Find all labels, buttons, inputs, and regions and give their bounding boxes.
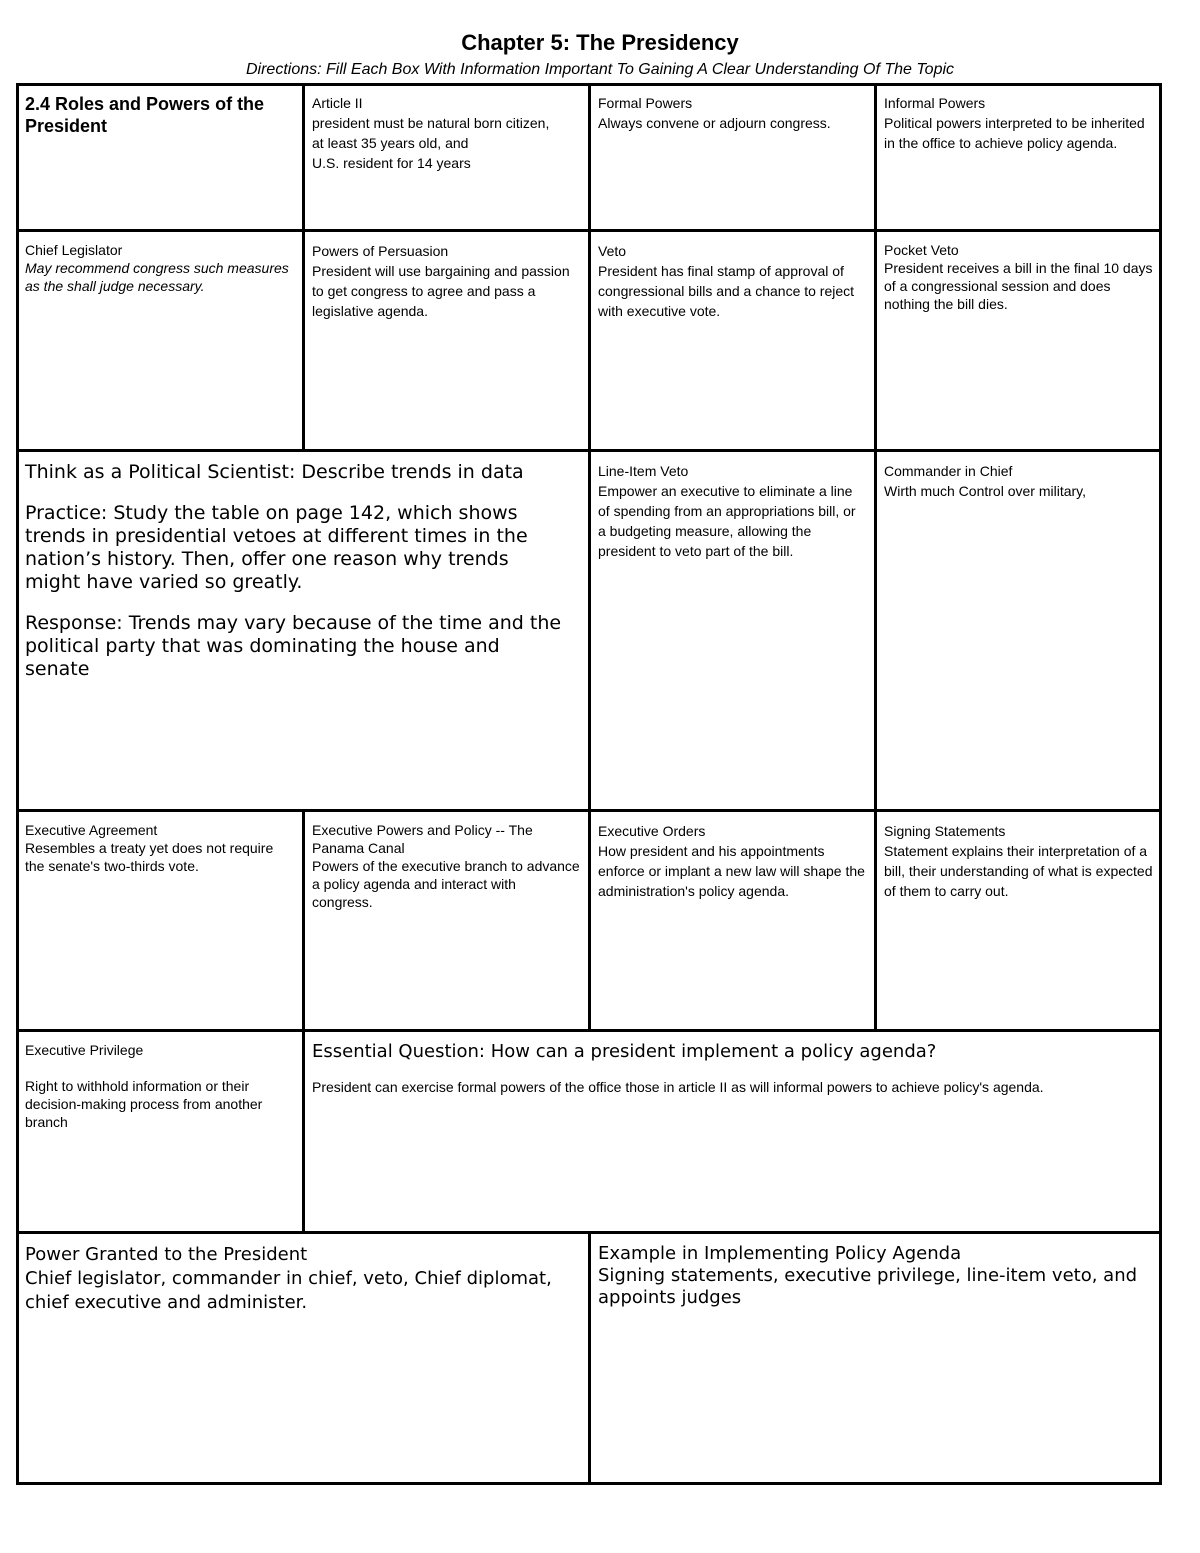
cell-body: Right to withhold information or their decision-making process from another branch — [25, 1078, 263, 1130]
cell-heading: Example in Implementing Policy Agenda — [598, 1243, 962, 1264]
cell-body: Powers of the executive branch to advance a policy agenda and interact with congress. — [312, 858, 580, 910]
cell-heading: Article II — [312, 95, 363, 111]
cell-roles-title — [16, 83, 303, 231]
cell-heading: Executive Powers and Policy -- The Panama Canal — [312, 822, 533, 856]
practice-text: Practice: Study the table on page 142, which shows trends in presidential vetoes at different times in the nation’s history. Then, offer one reason why trends might have varied so greatly. — [25, 502, 528, 593]
cell-executive-privilege — [16, 1031, 303, 1233]
cell-pocket-veto — [875, 231, 1162, 451]
grid-line — [874, 83, 877, 1031]
cell-body: Resembles a treaty yet does not require the senate's two-thirds vote. — [25, 840, 274, 874]
cell-line: at least 35 years old, and — [312, 135, 469, 151]
cell-executive-orders — [589, 811, 875, 1031]
page-title: Chapter 5: The Presidency — [461, 30, 739, 55]
cell-body: Political powers interpreted to be inherited in the office to achieve policy agenda. — [884, 115, 1145, 151]
cell-heading: Formal Powers — [598, 95, 693, 111]
cell-body: Statement explains their interpretation of a bill, their understanding of what is expected of them to carry out. — [884, 843, 1153, 899]
cell-power-granted — [16, 1233, 589, 1485]
grid-line — [302, 811, 305, 1233]
cell-line-item-veto — [589, 451, 875, 811]
cell-heading: Powers of Persuasion — [312, 243, 449, 259]
cell-heading: Chief Legislator — [25, 242, 123, 258]
cell-heading: Essential Question: How can a president implement a policy agenda? — [312, 1041, 937, 1062]
cell-executive-powers-policy — [303, 811, 589, 1031]
cell-heading: Executive Privilege — [25, 1042, 144, 1058]
directions-text: Directions: Fill Each Box With Information Important To Gaining A Clear Understanding Of The Topic — [245, 61, 955, 78]
cell-line: U.S. resident for 14 years — [312, 155, 471, 171]
cell-chief-legislator — [16, 231, 303, 451]
cell-body: May recommend congress such measures as the shall judge necessary. — [25, 260, 289, 294]
grid-line — [302, 83, 305, 451]
cell-body: How president and his appointments enforce or implant a new law will shape the administration's policy agenda. — [598, 843, 865, 899]
cell-example-policy — [589, 1233, 1162, 1485]
cell-heading: Informal Powers — [884, 95, 986, 111]
grid-line — [16, 83, 19, 1485]
cell-body: President receives a bill in the final 10 days of a congressional session and does nothing the bill dies. — [884, 260, 1153, 312]
cell-body: President can exercise formal powers of the office those in article II as will informal powers to achieve policy's agenda. — [312, 1079, 1044, 1095]
cell-line: president must be natural born citizen, — [312, 115, 550, 131]
grid-line — [588, 1233, 591, 1485]
cell-body: Wirth much Control over military, — [884, 483, 1087, 499]
cell-body: Empower an executive to eliminate a line of spending from an appropriations bill, or a budgeting measure, allowing the president to veto part of the bill. — [598, 483, 856, 559]
cell-body: Signing statements, executive privilege, line-item veto, and appoints judges — [598, 1265, 1138, 1308]
spacer — [25, 1059, 294, 1077]
cell-informal-powers — [875, 83, 1162, 231]
response-text: Response: Trends may vary because of the time and the political party that was dominating the house and senate — [25, 612, 562, 680]
grid-line — [588, 83, 591, 1031]
cell-heading: Pocket Veto — [884, 242, 959, 258]
cell-heading: Commander in Chief — [884, 463, 1013, 479]
cell-article-ii — [303, 83, 589, 231]
cell-heading: Power Granted to the President — [25, 1244, 308, 1265]
cell-formal-powers — [589, 83, 875, 231]
cell-heading: Executive Agreement — [25, 822, 158, 838]
cell-heading: Executive Orders — [598, 823, 706, 839]
cell-body: Always convene or adjourn congress. — [598, 115, 831, 131]
cell-powers-of-persuasion — [303, 231, 589, 451]
cell-body: President has final stamp of approval of congressional bills and a chance to reject with executive vote. — [598, 263, 855, 319]
cell-signing-statements — [875, 811, 1162, 1031]
cell-essential-question — [303, 1031, 1162, 1233]
cell-veto — [589, 231, 875, 451]
section-title: 2.4 Roles and Powers of the President — [25, 94, 265, 136]
cell-heading: Line-Item Veto — [598, 463, 689, 479]
cell-executive-agreement — [16, 811, 303, 1031]
cell-heading: Veto — [598, 243, 627, 259]
cell-political-scientist — [16, 451, 589, 811]
cell-commander-in-chief — [875, 451, 1162, 811]
cell-heading: Signing Statements — [884, 823, 1006, 839]
cell-body: Chief legislator, commander in chief, veto, Chief diplomat, chief executive and administer. — [25, 1268, 552, 1313]
cell-body: President will use bargaining and passion to get congress to agree and pass a legislative agenda. — [312, 263, 570, 319]
cell-heading: Think as a Political Scientist: Describe trends in data — [25, 461, 524, 483]
grid-line — [1159, 83, 1162, 1485]
worksheet-grid — [16, 83, 1162, 1485]
